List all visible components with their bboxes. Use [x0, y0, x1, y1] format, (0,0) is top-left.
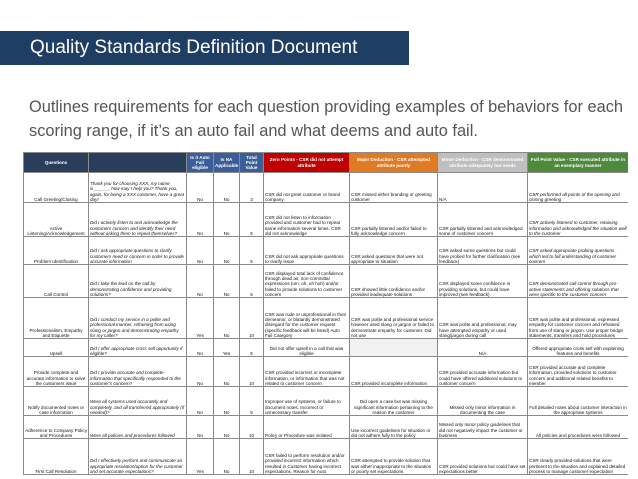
row-na: No — [214, 387, 240, 416]
row-category: Call Greeting/Closing — [24, 173, 89, 203]
row-category: Active Listening/Acknowledgement — [24, 203, 89, 237]
row-na: No — [214, 237, 240, 265]
row-category: Upsell — [24, 339, 89, 357]
row-minor: Missed only minor policy guidelines that did not negatively impact the customer or business — [438, 416, 528, 439]
row-minor: Missed only minor information in documenting the case — [438, 387, 528, 416]
header-full-point: Full Point Value - CSR executed attribute in an exemplary manner — [528, 153, 629, 173]
row-auto-fail: Yes — [187, 439, 214, 475]
row-auto-fail: Yes — [187, 298, 214, 339]
row-full: All policies and procedures were followed — [528, 416, 629, 439]
table-row — [24, 387, 629, 416]
row-auto-fail: No — [187, 416, 214, 439]
row-na: No — [214, 416, 240, 439]
header-question — [89, 153, 187, 173]
rubric-header-row — [24, 153, 629, 173]
row-question: Did I effectively perform and communicate an appropriate resolution/option for the customer and set accurate expectations? — [89, 439, 187, 475]
row-auto-fail: No — [187, 173, 214, 203]
row-major: CSR attempted to provide solution that was either inappropriate to the situation or poorly set expectations — [350, 439, 438, 475]
row-minor: CSR asked some questions but could have probed for further clarification (see feedback) — [438, 237, 528, 265]
row-minor: CSR partially listened and acknowledged some of customer concern — [438, 203, 528, 237]
row-category: Provide complete and accurate information to solve the customers issue — [24, 357, 89, 387]
row-question: Did I offer appropriate cross sell opportunity if eligible? — [89, 339, 187, 357]
row-major: CSR missed either branding or greeting customer — [350, 173, 438, 203]
header-points: Total Point Value — [240, 153, 264, 173]
table-row — [24, 416, 629, 439]
row-full: CSR performed all points of the opening and closing greeting — [528, 173, 629, 203]
row-zero: CSR did not ask appropriate questions to clarify issue — [264, 237, 350, 265]
row-question: Did I take the lead on the call by demonstrating confidence and providing solutions? — [89, 265, 187, 298]
row-points: 10 — [240, 357, 264, 387]
row-auto-fail: No — [187, 357, 214, 387]
table-row — [24, 203, 629, 237]
row-auto-fail: No — [187, 387, 214, 416]
row-question: Were all systems used accurately and completely, and all transferred appropriately (if needed)? — [89, 387, 187, 416]
table-row — [24, 237, 629, 265]
row-na: Yes — [214, 339, 240, 357]
row-major: Use incorrect guidelines for situation or did not adhere fully to the policy — [350, 416, 438, 439]
row-auto-fail: No — [187, 203, 214, 237]
row-question: Did I provide accurate and complete information that specifically responded to the customer's concern? — [89, 357, 187, 387]
header-zero-points: Zero Points - CSR did not attempt attribute — [264, 153, 350, 173]
row-na: No — [214, 173, 240, 203]
row-zero: Improper use of systems, or failure to document notes. Incorrect or unnecessary transfer — [264, 387, 350, 416]
row-full: CSR actively listened to customer, retaining information and acknowledged the situation well to the customer — [528, 203, 629, 237]
header-minor-deduction: Minor Deduction - CSR demonstrated attribute adequately but needs — [438, 153, 528, 173]
row-points: 5 — [240, 203, 264, 237]
row-full: Offered appropriate cross sell with explaining features and benefits — [528, 339, 629, 357]
row-category: Problem Identification — [24, 237, 89, 265]
row-question: Were all policies and procedures followed — [89, 416, 187, 439]
row-na: No — [214, 357, 240, 387]
row-zero: Did not offer upsell in a call that was eligible — [264, 339, 350, 357]
row-zero: CSR did not greet customer or brand company — [264, 173, 350, 203]
header-major-deduction: Major Deduction - CSR attempted attribute poorly — [350, 153, 438, 173]
row-category: First Call Resolution — [24, 439, 89, 475]
row-minor: N/A — [438, 173, 528, 203]
row-full: CSR clearly provided solutions that were pertinent to the situation and explained detailed process to manage customer expectation — [528, 439, 629, 475]
row-points: 10 — [240, 416, 264, 439]
row-category: Call Control — [24, 265, 89, 298]
table-row — [24, 298, 629, 339]
row-full: CSR asked appropriate probing questions which led to full understanding of customer concern — [528, 237, 629, 265]
row-major: CSR showed little confidence and/or provided inadequate solutions — [350, 265, 438, 298]
row-category: Notify documented notes or case information — [24, 387, 89, 416]
row-minor: CSR was polite and professional, may have attempted empathy or used slang/jargon during call — [438, 298, 528, 339]
table-row — [24, 265, 629, 298]
row-major: Did open a case but was missing significant information pertaining to the reason the customer — [350, 387, 438, 416]
row-minor: N/A — [438, 339, 528, 357]
row-full: CSR provided accurate and complete information, provided solutions to customer concern and additional related benefits to member — [528, 357, 629, 387]
row-points: 10 — [240, 298, 264, 339]
row-points: 5 — [240, 339, 264, 357]
row-category: Adherence to Company Policy and Procedures — [24, 416, 89, 439]
table-row — [24, 173, 629, 203]
row-full: CSR demonstrated call control through pro-active statements and offering solutions that were specific to the customer concern — [528, 265, 629, 298]
row-minor: CSR provided solutions but could have set expectations better — [438, 439, 528, 475]
row-zero: Policy or Procedure was violated — [264, 416, 350, 439]
row-question: Did I conduct my service in a polite and professional manner, refraining from using slang or jargon and demonstrating empathy for my caller? — [89, 298, 187, 339]
row-full: CSR was polite and professional, expressed empathy for customer concern and refrained from use of slang or jargon. Use proper bridge statements, transfers and hold procedures — [528, 298, 629, 339]
row-zero: CSR failed to perform resolution and/or provided incorrect information which resulted in Customer having incorrect expectations. Reason for Auto — [264, 439, 350, 475]
slide-intro-text: Outlines requirements for each question providing examples of behaviors for each scoring range, if it’s an auto fail and what deems and auto fail. — [29, 98, 624, 140]
row-na: No — [214, 265, 240, 298]
row-major: CSR asked questions that were not appropriate to situation — [350, 237, 438, 265]
row-points: 3 — [240, 173, 264, 203]
row-major — [350, 339, 438, 357]
row-category: Professionalism, Empathy and Etiquette — [24, 298, 89, 339]
slide-title-bar — [0, 31, 409, 65]
row-question: Thank you for choosing XXX, my name is______, how may I help you? Thank you, again, for being a XXX customer, have a great day! — [89, 173, 187, 203]
row-zero: CSR provided incorrect or incomplete information, or information that was not related to customer concern — [264, 357, 350, 387]
table-row — [24, 439, 629, 475]
row-na: No — [214, 203, 240, 237]
row-zero: CSR did not listen to information provided and customer had to repeat same information several times. CSR did not acknowledge — [264, 203, 350, 237]
rubric-document — [23, 152, 628, 479]
slide-title: Quality Standards Definition Document — [30, 37, 358, 58]
header-auto-fail: Is it Auto Fail eligible — [187, 153, 214, 173]
row-auto-fail: No — [187, 237, 214, 265]
row-na: No — [214, 439, 240, 475]
row-question: Did I ask appropriate questions to clarify customers need or concern in order to provide accurate information — [89, 237, 187, 265]
row-auto-fail: No — [187, 265, 214, 298]
row-minor: CSR displayed some confidence in providing solutions, but could have improved (see feedback) — [438, 265, 528, 298]
row-auto-fail: No — [187, 339, 214, 357]
row-major: CSR partially listened and/or failed to fully acknowledge concern — [350, 203, 438, 237]
row-points: 10 — [240, 439, 264, 475]
row-points: 5 — [240, 237, 264, 265]
row-points: 5 — [240, 387, 264, 416]
row-major: CSR was polite and professional service however used slang or jargon or failed to demonstrate empathy for customer. Did not use — [350, 298, 438, 339]
table-row — [24, 357, 629, 387]
row-question: Did I actively listen to and acknowledge the customers concern and identify their need without asking them to repeat themselves? — [89, 203, 187, 237]
row-points: 5 — [240, 265, 264, 298]
row-full: Full detailed notes about customer interaction in the appropriate systems — [528, 387, 629, 416]
table-row — [24, 339, 629, 357]
rubric-table — [23, 152, 628, 475]
header-na: Is NA Applicable — [214, 153, 240, 173]
row-zero: CSR was rude or unprofessional in their demeanor, or blatantly demonstrated disregard for the customer request (specific feedback will be listed) Auto Fail Category — [264, 298, 350, 339]
row-na: No — [214, 298, 240, 339]
row-minor: CSR provided accurate information but could have offered additional solutions to customer concern — [438, 357, 528, 387]
header-category: Questions — [24, 153, 89, 173]
row-major: CSR provided incomplete information — [350, 357, 438, 387]
row-zero: CSR displayed total lack of confidence through dead air, non-committal expressions (um, oh, uh huh) and/or failed to provide solutions to customer concern — [264, 265, 350, 298]
